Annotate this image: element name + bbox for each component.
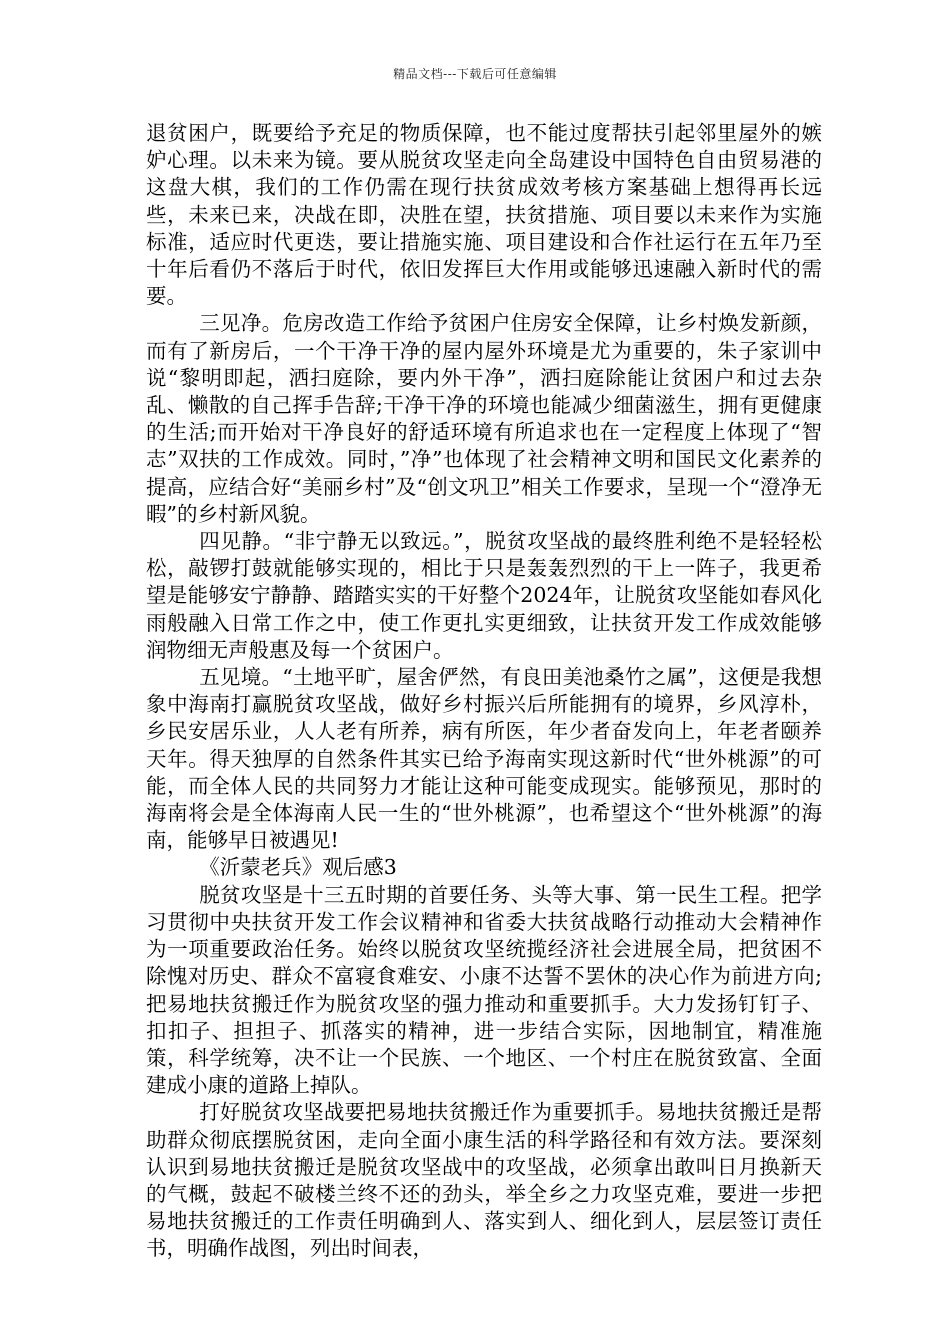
paragraph-si-jian-jing: 四见静。“非宁静无以致远。”，脱贫攻坚战的最终胜利绝不是轻轻松松，敲锣打鼓就能够实现的，相比于只是轰轰烈烈的干上一阵子，我更希望是能够安宁静静、踏踏实实的干好整个2024年，让脱贫攻坚能如春风化雨般融入日常工作之中，使工作更扎实更细致，让扶贫开发工作成效能够润物细无声般惠及每一个贫困户。 [146,529,822,662]
paragraph-continuation: 退贫困户，既要给予充足的物质保障，也不能过度帮扶引起邻里屋外的嫉妒心理。以未来为镜。要从脱贫攻坚走向全岛建设中国特色自由贸易港的这盘大棋，我们的工作仍需在现行扶贫成效考核方案基础上想得再长远些，未来已来，决战在即，决胜在望，扶贫措施、项目要以未来作为实施标准，适应时代更迭，要让措施实施、项目建设和合作社运行在五年乃至十年后看仍不落后于时代，依旧发挥巨大作用或能够迅速融入新时代的需要。 [146,121,822,309]
document-body [146,120,822,1263]
paragraph-wu-jian-jing: 五见境。“土地平旷，屋舍俨然，有良田美池桑竹之属”，这便是我想象中海南打赢脱贫攻坚战，做好乡村振兴后所能拥有的境界，乡风淳朴，乡民安居乐业，人人老有所养，病有所医，年少者奋发向上，年老者颐养天年。得天独厚的自然条件其实已给予海南实现这新时代“世外桃源”的可能，而全体人民的共同努力才能让这种可能变成现实。能够预见，那时的海南将会是全体海南人民一生的“世外桃源”，也希望这个“世外桃源”的海南，能够早日被遇见! [146,665,822,853]
paragraph-poverty-alleviation: 脱贫攻坚是十三五时期的首要任务、头等大事、第一民生工程。把学习贯彻中央扶贫开发工作会议精神和省委大扶贫战略行动推动大会精神作为一项重要政治任务。始终以脱贫攻坚统揽经济社会进展全局，把贫困不除愧对历史、群众不富寝食难安、小康不达誓不罢休的决心作为前进方向;把易地扶贫搬迁作为脱贫攻坚的强力推动和重要抓手。大力发扬钉钉子、扣扣子、担担子、抓落实的精神，进一步结合实际，因地制宜，精准施策，科学统筹，决不让一个民族、一个地区、一个村庄在脱贫致富、全面建成小康的道路上掉队。 [146,882,822,1098]
paragraph-san-jian-jing: 三见净。危房改造工作给予贫困户住房安全保障，让乡村焕发新颜，而有了新房后，一个干净干净的屋内屋外环境是尤为重要的，朱子家训中说“黎明即起，洒扫庭除，要内外干净”，洒扫庭除能让贫困户和过去杂乱、懒散的自己挥手告辞;干净干净的环境也能减少细菌滋生，拥有更健康的生活;而开始对干净良好的舒适环境有所追求也在一定程度上体现了“智志”双扶的工作成效。同时，”净”也体现了社会精神文明和国民文化素养的提高，应结合好“美丽乡村”及“创文巩卫”相关工作要求，呈现一个“澄净无暇”的乡村新风貌。 [146,311,822,526]
paragraph-relocation: 打好脱贫攻坚战要把易地扶贫搬迁作为重要抓手。易地扶贫搬迁是帮助群众彻底摆脱贫困，走向全面小康生活的科学路径和有效方法。要深刻认识到易地扶贫搬迁是脱贫攻坚战中的攻坚战，必须拿出敢叫日月换新天的气概，鼓起不破楼兰终不还的劲头，举全乡之力攻坚克难，要进一步把易地扶贫搬迁的工作责任明确到人、落实到人、细化到人，层层签订责任书，明确作战图，列出时间表， [146,1100,822,1261]
section-heading: 《沂蒙老兵》观后感3 [199,855,397,880]
page-header: 精品文档---下载后可任意编辑 [393,67,557,81]
